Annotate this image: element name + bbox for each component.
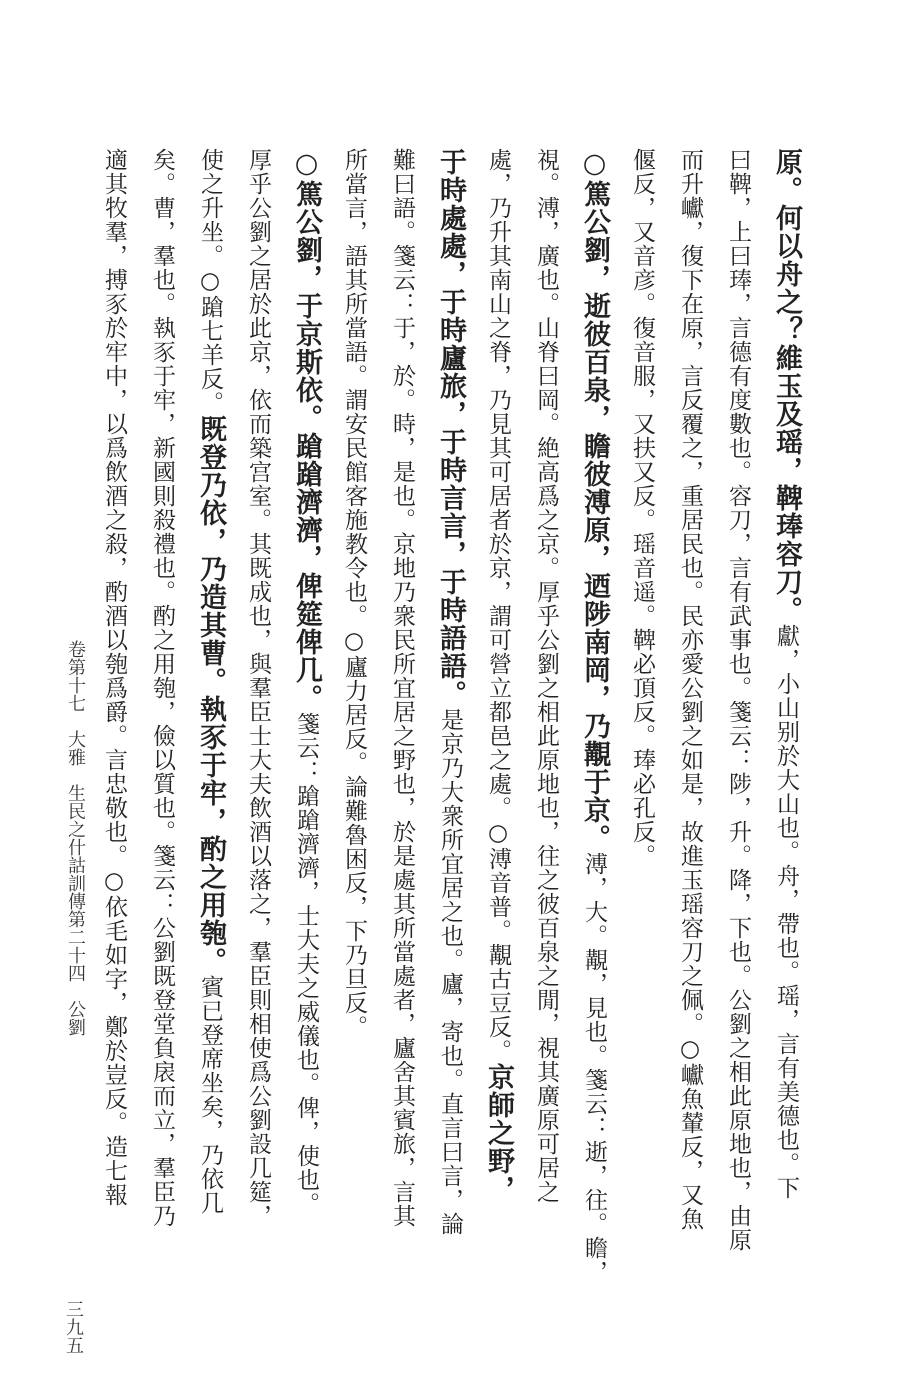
- text-column: [666, 148, 714, 1298]
- commentary-text: 難曰語。箋云：于，於。時，是也。京地乃衆民所宜居之野也，於是處其所當處者，廬舍其賓旅，言其: [389, 148, 415, 1228]
- main-text: ○篤公劉，于京斯依。蹌蹌濟濟，俾筵俾几。: [291, 148, 322, 712]
- main-text: 京師之野，: [483, 1063, 514, 1203]
- commentary-text: 是京乃大衆所宜居之也。廬，寄也。直言曰言，論: [437, 708, 463, 1236]
- commentary-text: 而升巘，復下在原，言反覆之，重居民也。民亦愛公劉之如是，故進玉瑶容刀之佩。○巘魚輦反，又魚: [677, 148, 703, 1231]
- commentary-text: 矣。曹，羣也。執豕于牢，新國則殺禮也。酌之用匏，儉以質也。箋云：公劉既登堂負扆而立，羣臣乃: [149, 148, 175, 1228]
- commentary-text: 箋云：蹌蹌濟濟，士大夫之威儀也。俾，使也。: [293, 712, 319, 1216]
- text-column: [186, 148, 234, 1298]
- commentary-text: 所當言，語其所當語。謂安民館客施教令也。○廬力居反。論難魯困反，下乃旦反。: [341, 148, 367, 1039]
- main-text: 于時處處，于時廬旅，于時言言，于時語語。: [435, 148, 466, 708]
- commentary-text: 獻，小山别於大山也。舟，帶也。瑶，言有美德也。下: [773, 624, 799, 1200]
- text-column: [234, 148, 282, 1298]
- text-column: [90, 148, 138, 1298]
- text-column: [282, 148, 330, 1298]
- main-text: 既登乃依，乃造其曹。執豕于牢，酌之用匏。: [195, 415, 226, 975]
- text-column: [714, 148, 762, 1298]
- commentary-text: 視。溥，廣也。山脊曰岡。絶高爲之京。厚乎公劉之相此原地也，往之彼百泉之閒，視其廣原可居之: [533, 148, 559, 1204]
- main-text: ○篤公劉，逝彼百泉，瞻彼溥原，迺陟南岡，乃覯于京。: [579, 148, 610, 852]
- commentary-text: 使之升坐。○蹌七羊反。: [197, 148, 223, 415]
- text-column: [522, 148, 570, 1298]
- text-column: [570, 148, 618, 1298]
- main-text: 原。何以舟之？維玉及瑶，鞞琫容刀。: [771, 148, 802, 624]
- page-number: 三九五: [63, 1300, 84, 1354]
- commentary-text: 溥，大。覯，見也。箋云：逝，往。瞻，: [581, 852, 607, 1284]
- commentary-text: 適其牧羣，搏豕於牢中，以爲飲酒之殺，酌酒以匏爲爵。言忠敬也。○依毛如字，鄭於豈反。造七報: [101, 148, 127, 1207]
- commentary-text: 厚乎公劉之居於此京，依而築宫室。其既成也，與羣臣士大夫飲酒以落之，羣臣則相使爲公劉設几筵，: [245, 148, 271, 1228]
- running-head: 卷第十七 大雅 生民之什詁訓傳第二十四 公劉: [65, 640, 86, 1036]
- text-column: [426, 148, 474, 1298]
- commentary-text: 處，乃升其南山之脊，乃見其可居者於京，謂可營立都邑之處。○溥音普。覯古豆反。: [485, 148, 511, 1063]
- text-column: [474, 148, 522, 1298]
- commentary-text: 曰鞞，上曰琫，言德有度數也。容刀，言有武事也。箋云：陟，升。降，下也。公劉之相此原地也，由原: [725, 148, 751, 1252]
- text-column: [762, 148, 810, 1298]
- text-block: [101, 148, 810, 1298]
- text-column: [618, 148, 666, 1298]
- text-column: [378, 148, 426, 1298]
- text-column: [138, 148, 186, 1298]
- commentary-text: 賓已登席坐矣，乃依几: [197, 975, 223, 1215]
- text-column: [330, 148, 378, 1298]
- commentary-text: 偃反，又音彦。復音服，又扶又反。瑶音遥。鞞必頂反。琫必孔反。: [629, 148, 655, 868]
